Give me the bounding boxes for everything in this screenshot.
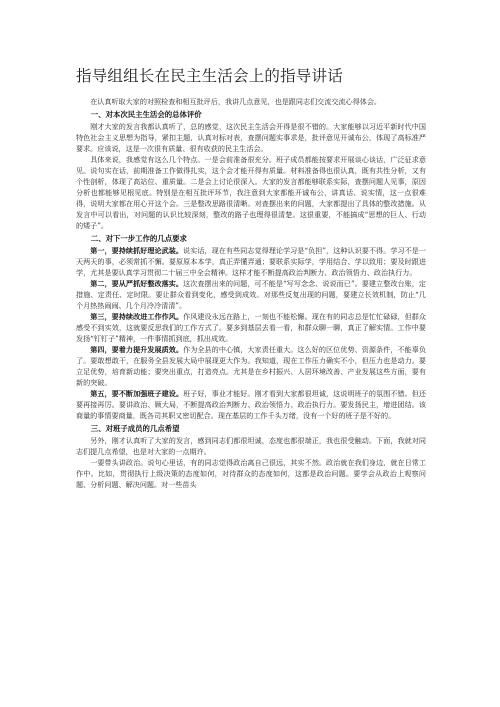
paragraph-lead: 第二，要从严抓好整改落实。 — [90, 279, 184, 288]
section-heading: 一、对本次民主生活会的总体评价 — [90, 110, 202, 119]
section-paragraph: 另外，刚才认真听了大家的发言，感到同志们都很坦诚，态度也都很端正，我也很受触动。下面，我就对同志们提几点希望，也是对大家的一点期许。 — [76, 436, 426, 456]
paragraph-text: 说实话，现在有些同志觉得理论学习是“负担”，这种认识要不得。学习不是一天两天的事，必须常抓不懈。要原原本本学，真正弄懂弄通；要联系实际学，学用结合、学以致用；要及时跟进学，尤其是要认真学习贯彻二十届三中全会精神。这样才能不断提高政治判断力、政治领悟力、政治执行力。 — [76, 246, 426, 277]
paragraph-lead: 第一，要持续抓好理论武装。 — [90, 246, 184, 255]
paragraph-lead: 第三，要持续改进工作作风。 — [90, 312, 184, 321]
section-heading: 二、对下一步工作的几点要求 — [90, 234, 187, 243]
section-paragraph: 一要带头讲政治。说句心里话，有的同志觉得政治离自己很远，其实不然。政治就在我们身边，就在日常工作中。比如，贯彻执行上级决策的态度如何，对待群众的态度如何，这都是政治问题。要学会从政治上观察问题、分析问题、解决问题。对一些苗头 — [76, 458, 426, 489]
requirement-paragraph — [76, 311, 426, 344]
requirement-paragraph — [76, 245, 426, 278]
requirement-paragraph — [76, 278, 426, 311]
paragraph-lead: 第五，要不断加强班子建设。 — [90, 389, 184, 398]
requirement-paragraph — [76, 344, 426, 388]
requirement-paragraph — [76, 388, 426, 421]
paragraph-lead: 第四，要着力提升发展质效。 — [90, 345, 184, 354]
paragraph-text: 作风建设永远在路上，一刻也不能松懈。现在有的同志总是忙忙碌碌，但群众感受不到实效，这就要反思我们的工作方式了。要多到基层去看一看，和群众聊一聊，真正了解实情。工作中要发扬“钉钉子”精神，一件事情抓到底，抓出成效。 — [76, 312, 426, 343]
section-heading: 三、对班子成员的几点希望 — [90, 424, 180, 433]
paragraph-text: 这次查摆出来的问题，可不能是“写写念念、说说而已”。要建立整改台账，定措施、定责任、定时限。要让群众看到变化，感受到成效。对那些反复出现的问题，要建立长效机制，防止“几个月热热闹闹、几个月冷冷清清”。 — [76, 279, 426, 310]
intro-paragraph: 在认真听取大家的对照检查和相互批评后，我讲几点意见，也是跟同志们交流交流心得体会。 — [90, 97, 382, 106]
paragraph-text: 班子好，事业才能好。刚才看到大家都很坦诚，这说明班子的氛围不错。但还要再接再厉。要讲政治、顾大局，不断提高政治判断力、政治领悟力、政治执行力。要发扬民主，增进团结。该商量的事情要商量，既各司其职又密切配合。现在基层的工作千头万绪，没有一个好的班子是不好的。 — [76, 389, 426, 420]
document-title: 指导组组长在民主生活会上的指导讲话 — [76, 67, 343, 85]
section-paragraph: 刚才大家的发言我都认真听了，总的感觉，这次民主生活会开得是很不错的。大家能够以习近平新时代中国特色社会主义思想为指导，紧扣主题，认真对标对表，查摆问题实事求是，批评意见开诚布公，体现了高标准严要求。应该说，这是一次很有质量、很有收获的民主生活会。 — [76, 122, 426, 153]
document-body — [76, 96, 426, 702]
paragraph-text: 作为全县的中心镇，大家责任重大。这么好的区位优势、资源条件，不能辜负了。要敢想敢干，在服务全县发展大局中展现更大作为。我知道，现在工作压力确实不小，但压力也是动力。要立足优势，培育新动能；要突出重点，打造亮点。尤其是在乡村振兴、人居环境改善、产业发展这些方面，要有新的突破。 — [76, 345, 426, 387]
section-paragraph: 具体来说，我感觉有这么几个特点。一是会前准备很充分。班子成员都能按要求开展谈心谈话，广泛征求意见。说句实在话，前期准备工作做得扎实，这个会才能开得有质量。材料准备得也很认真，既有共性分析，又有个性剖析，体现了高站位、重质量。二是会上讨论很深入。大家的发言都能够联系实际，查摆问题人见事，原因分析也都能够见根见底。特别是在相互批评环节，我注意到大家都能开诚布公，讲真话、说实情，这一点很难得，说明大家都在用心开这个会。三是整改思路很清晰。对查摆出来的问题，大家都提出了具体的整改措施。从发言中可以看出，对问题的认识比较深刻，整改的路子也理得很清楚。这很重要，不能搞成“思想的巨人、行动的矮子”。 — [76, 155, 426, 230]
